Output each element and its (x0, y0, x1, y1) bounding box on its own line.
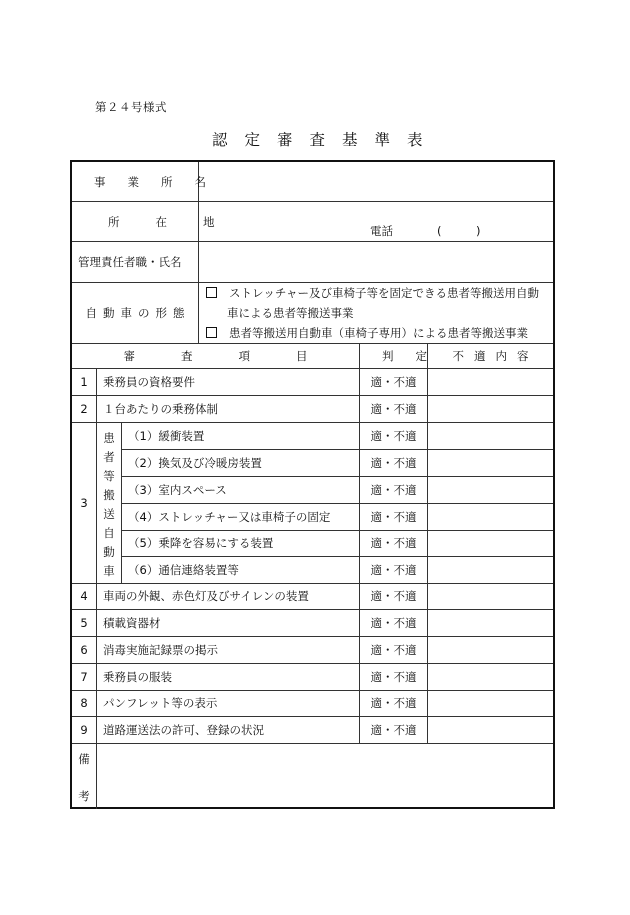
vehicle-option-1-text: ストレッチャー及び車椅子等を固定できる患者等搬送用自動 (229, 286, 540, 300)
location-label: 所在地 (108, 215, 251, 229)
item-number: 1 (80, 375, 88, 389)
vehicle-option-2 (206, 326, 528, 340)
judgement-cell: 適・不適 (370, 723, 417, 737)
category-char: 患 (103, 431, 115, 445)
criteria-table (70, 160, 555, 809)
judgement-cell: 適・不適 (370, 483, 417, 497)
item-number: 8 (80, 696, 88, 710)
item-label: 道路運送法の許可、登録の状況 (103, 723, 264, 737)
row-divider (72, 743, 553, 744)
remarks-label: 考 (78, 789, 90, 803)
item-number: 3 (80, 496, 88, 510)
judgement-cell: 適・不適 (370, 375, 417, 389)
row-divider (121, 449, 553, 450)
row-divider (121, 530, 553, 531)
checkbox-icon[interactable] (206, 327, 217, 338)
category-char: 送 (103, 507, 115, 521)
item-label: １台あたりの乗務体制 (103, 402, 218, 416)
sub-item-label: （6）通信連絡装置等 (128, 563, 239, 577)
category-char: 者 (103, 450, 115, 464)
row-divider (72, 716, 553, 717)
row-divider (72, 636, 553, 637)
row-divider (121, 556, 553, 557)
row-divider (72, 395, 553, 396)
judgement-cell: 適・不適 (370, 696, 417, 710)
judgement-cell: 適・不適 (370, 563, 417, 577)
judgement-cell: 適・不適 (370, 429, 417, 443)
sub-item-label: （3）室内スペース (128, 483, 227, 497)
manager-label: 管理責任者職・氏名 (78, 255, 182, 269)
item-number: 2 (80, 402, 88, 416)
category-char: 搬 (103, 488, 115, 502)
sub-item-label: （4）ストレッチャー又は車椅子の固定 (128, 510, 331, 524)
row-divider (72, 368, 553, 369)
category-char: 動 (103, 545, 115, 559)
item-label: 車両の外観、赤色灯及びサイレンの装置 (103, 589, 309, 603)
item-number: 9 (80, 723, 88, 737)
vehicle-option-2-text: 患者等搬送用自動車（車椅子専用）による患者等搬送事業 (229, 326, 528, 340)
form-number: 第２４号様式 (95, 100, 167, 114)
row-divider (72, 201, 553, 202)
row-divider (121, 476, 553, 477)
item-label: 乗務員の資格要件 (103, 375, 195, 389)
row-divider (72, 690, 553, 691)
items-header: 審査項目 (123, 349, 354, 363)
phone-parens: ( ) (437, 224, 481, 238)
column-divider (198, 162, 199, 343)
item-label: パンフレット等の表示 (103, 696, 218, 710)
vehicle-type-label: 自動車の形態 (85, 306, 191, 320)
item-number: 6 (80, 643, 88, 657)
vehicle-option-1 (206, 286, 539, 300)
office-name-label: 事業所名 (94, 175, 228, 189)
column-divider (96, 368, 97, 809)
judgement-header: 判定 (382, 349, 449, 363)
row-divider (72, 282, 553, 283)
judgement-cell: 適・不適 (370, 536, 417, 550)
row-divider (72, 241, 553, 242)
row-divider (72, 663, 553, 664)
judgement-cell: 適・不適 (370, 589, 417, 603)
item-label: 乗務員の服装 (103, 670, 172, 684)
category-char: 車 (103, 564, 115, 578)
item-number: 4 (80, 589, 88, 603)
row-divider (121, 503, 553, 504)
sub-item-label: （1）緩衝装置 (128, 429, 205, 443)
judgement-cell: 適・不適 (370, 616, 417, 630)
column-divider (427, 343, 428, 743)
row-divider (72, 583, 553, 584)
row-divider (72, 609, 553, 610)
column-divider (121, 422, 122, 583)
checkbox-icon[interactable] (206, 287, 217, 298)
defects-header: 不適内容 (452, 349, 539, 363)
category-char: 自 (103, 526, 115, 540)
row-divider (72, 343, 553, 344)
item-label: 消毒実施記録票の掲示 (103, 643, 218, 657)
item-number: 5 (80, 616, 88, 630)
page-title: 認定審査基準表 (212, 131, 440, 149)
judgement-cell: 適・不適 (370, 670, 417, 684)
judgement-cell: 適・不適 (370, 456, 417, 470)
vehicle-option-1-cont: 車による患者等搬送事業 (227, 306, 354, 320)
judgement-cell: 適・不適 (370, 402, 417, 416)
judgement-cell: 適・不適 (370, 510, 417, 524)
remarks-label: 備 (78, 752, 90, 766)
item-number: 7 (80, 670, 88, 684)
phone-label: 電話 (370, 224, 393, 238)
row-divider (72, 422, 553, 423)
category-char: 等 (103, 469, 115, 483)
sub-item-label: （5）乗降を容易にする装置 (128, 536, 274, 550)
item-label: 積載資器材 (103, 616, 161, 630)
sub-item-label: （2）換気及び冷暖房装置 (128, 456, 262, 470)
judgement-cell: 適・不適 (370, 643, 417, 657)
